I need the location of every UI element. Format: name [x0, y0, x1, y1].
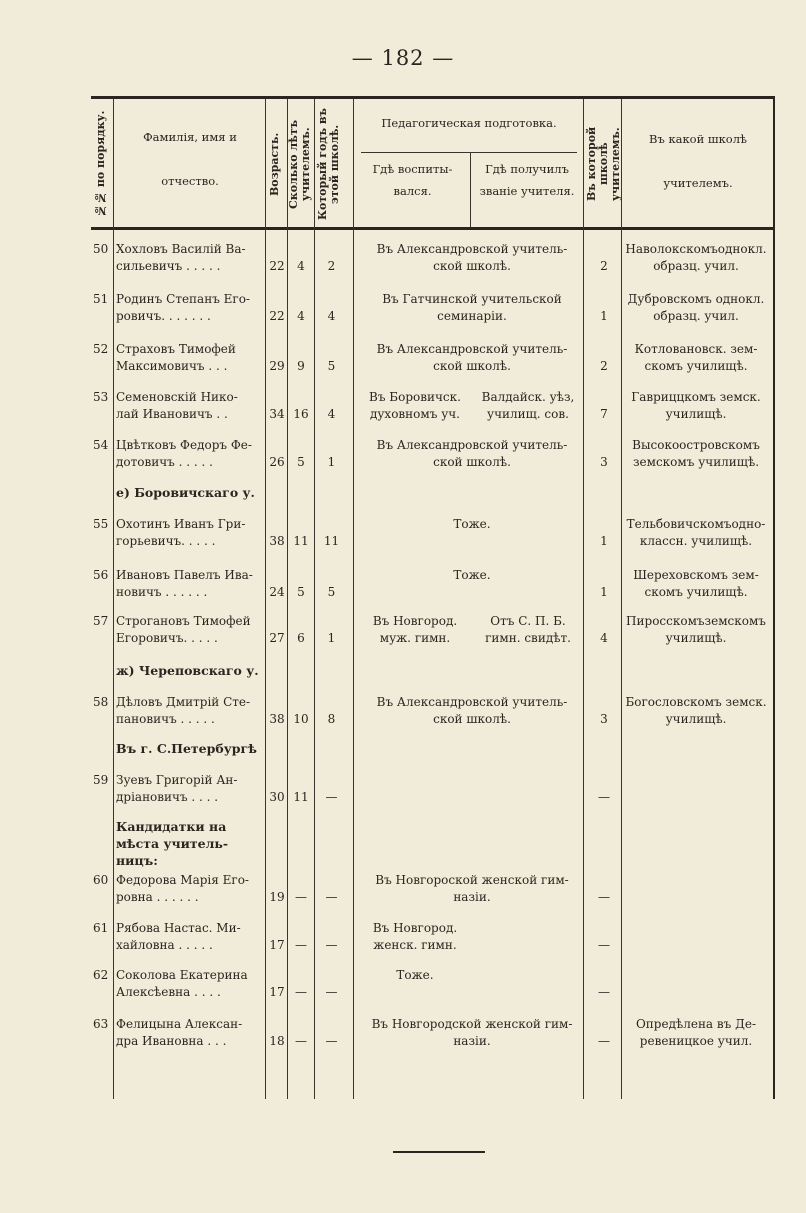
school-number: 1 — [600, 309, 608, 323]
teacher-age: 34 — [269, 407, 285, 421]
year-in-school: 1 — [327, 455, 336, 469]
column-divider — [773, 99, 775, 1099]
teacher-name: Страховъ Тимофей Максимовичъ . . . — [116, 342, 236, 373]
row-number: 50 — [93, 242, 109, 256]
school-number: 1 — [600, 534, 608, 548]
school-number: 3 — [600, 455, 608, 469]
table-header-rule — [91, 227, 775, 230]
section-candidates: Кандидатки на мѣста учитель- ницъ: — [116, 819, 229, 868]
years-teaching: 5 — [297, 455, 305, 469]
school-name: Наволокскомъоднокл. образц. учил. — [625, 242, 767, 273]
year-in-school: — — [325, 985, 338, 999]
teacher-name: Семеновскій Нико- лай Ивановичъ . . — [116, 390, 238, 421]
header-which-school: Въ какой школѣ учителемъ. — [649, 132, 747, 190]
pedagogical-training: Въ Александровской учитель- ской школѣ. — [376, 438, 568, 469]
teacher-age: 18 — [269, 1034, 285, 1048]
teacher-age: 26 — [269, 455, 285, 469]
year-in-school: — — [325, 1034, 338, 1048]
years-teaching: 11 — [293, 790, 309, 804]
school-number: 3 — [600, 712, 608, 726]
row-number: 60 — [93, 873, 109, 887]
teacher-name: Дѣловъ Дмитрій Сте- пановичъ . . . . . — [116, 695, 251, 726]
teacher-age: 38 — [269, 534, 285, 548]
header-age: Возрасть. — [268, 132, 281, 196]
row-number: 51 — [93, 292, 109, 306]
teacher-name: Охотинъ Иванъ Гри- горьевичъ. . . . . — [116, 517, 246, 548]
years-teaching: — — [295, 985, 307, 999]
school-name: Высокоостровскомъ земскомъ училищѣ. — [632, 438, 760, 469]
year-in-school: 5 — [327, 585, 336, 599]
teacher-name: Соколова Екатерина Алексѣевна . . . . — [116, 968, 248, 999]
where-educated: Въ Новгород. женск. гимн. — [372, 921, 458, 952]
year-in-school: 4 — [327, 407, 336, 421]
school-name: Опредѣлена въ Де- ревеницкое учил. — [635, 1017, 757, 1048]
teacher-age: 29 — [269, 359, 285, 373]
teacher-age: 27 — [269, 631, 285, 645]
year-in-school: — — [325, 938, 338, 952]
pedagogical-training: Въ Новгородской женской гим- назіи. — [371, 1017, 573, 1048]
column-divider — [583, 99, 584, 1099]
teacher-name: Цвѣтковъ Федоръ Фе- дотовичъ . . . . . — [116, 438, 252, 469]
pedagogical-training: Въ Александровской учитель- ской школѣ. — [376, 342, 568, 373]
years-teaching: — — [295, 890, 307, 904]
teacher-age: 38 — [269, 712, 285, 726]
row-number: 52 — [93, 342, 109, 356]
school-number: 4 — [600, 631, 608, 645]
header-name: Фамилія, имя и отчество. — [143, 130, 237, 188]
row-number: 62 — [93, 968, 109, 982]
school-number: 1 — [600, 585, 608, 599]
header-where-educated: Гдѣ воспиты- вался. — [372, 162, 453, 198]
pedagogical-training: Въ Новгороской женской гим- назіи. — [375, 873, 569, 904]
where-qualified: Отъ С. П. Б. гимн. свидѣт. — [485, 614, 571, 645]
teacher-name: Хохловъ Василій Ва- сильевичъ . . . . . — [116, 242, 246, 273]
year-in-school: 2 — [327, 259, 336, 273]
school-number: — — [598, 890, 610, 904]
year-in-school: 5 — [327, 359, 336, 373]
row-number: 53 — [93, 390, 109, 404]
school-name: Шереховскомъ зем- скомъ училищѣ. — [633, 568, 759, 599]
school-name: Богословскомъ земск. училищѣ. — [625, 695, 767, 726]
teacher-name: Федорова Марія Его- ровна . . . . . . — [116, 873, 249, 904]
row-number: 57 — [93, 614, 109, 628]
teacher-name: Зуевъ Григорій Ан- дріановичъ . . . . — [116, 773, 238, 804]
row-number: 56 — [93, 568, 109, 582]
school-number: 7 — [600, 407, 608, 421]
pedagogical-training: Въ Александровской учитель- ской школѣ. — [376, 242, 568, 273]
school-number: 2 — [600, 259, 608, 273]
teacher-age: 24 — [269, 585, 285, 599]
where-educated: Въ Новгород. муж. гимн. — [372, 614, 458, 645]
column-divider — [353, 99, 354, 1099]
page-number: — 182 — — [351, 46, 455, 70]
school-name: Тельбовичскомъодно- классн. училищѣ. — [626, 517, 766, 548]
header-subdivider — [361, 152, 577, 153]
pedagogical-training: Тоже. — [453, 517, 491, 531]
school-number: — — [598, 938, 610, 952]
school-number: 2 — [600, 359, 608, 373]
teacher-name: Рябова Настас. Ми- хайловна . . . . . — [116, 921, 241, 952]
row-number: 55 — [93, 517, 109, 531]
row-number: 63 — [93, 1017, 109, 1031]
year-in-school: 4 — [327, 309, 336, 323]
year-in-school: — — [325, 790, 338, 804]
years-teaching: 5 — [297, 585, 305, 599]
school-name: Гавриццкомъ земск. училищѣ. — [631, 390, 761, 421]
teacher-age: 22 — [269, 309, 285, 323]
years-teaching: 4 — [297, 259, 305, 273]
year-in-school: — — [325, 890, 338, 904]
teacher-age: 17 — [269, 938, 285, 952]
header-pedagogical: Педагогическая подготовка. — [381, 116, 557, 130]
years-teaching: 11 — [293, 534, 309, 548]
header-number: №№ по порядку. — [94, 110, 107, 218]
school-number: — — [598, 985, 610, 999]
pedagogical-training: Въ Гатчинской учительской семинаріи. — [382, 292, 562, 323]
teacher-name: Фелицына Алексан- дра Ивановна . . . — [116, 1017, 243, 1048]
where-qualified: Валдайск. уѣз, училищ. сов. — [481, 390, 575, 421]
pedagogical-training: Въ Александровской учитель- ской школѣ. — [376, 695, 568, 726]
header-where-qualified: Гдѣ получилъ званіе учителя. — [479, 162, 575, 198]
years-teaching: 16 — [293, 407, 309, 421]
years-teaching: 6 — [297, 631, 305, 645]
school-name: Котловановск. зем- скомъ училищѣ. — [634, 342, 758, 373]
teacher-age: 30 — [269, 790, 285, 804]
teacher-name: Родинъ Степанъ Его- ровичъ. . . . . . . — [116, 292, 250, 323]
teacher-name: Строгановъ Тимофей Егоровичъ. . . . . — [116, 614, 251, 645]
years-teaching: — — [295, 938, 307, 952]
school-number: — — [598, 790, 610, 804]
teacher-age: 19 — [269, 890, 285, 904]
footer-rule — [393, 1151, 485, 1153]
school-number: — — [598, 1034, 610, 1048]
section-cherepovets: ж) Череповскаго у. — [116, 663, 259, 678]
school-name: Дубровскомъ однокл. образц. учил. — [627, 292, 765, 323]
section-petersburg: Въ г. С.Петербургѣ — [116, 741, 257, 756]
teacher-age: 22 — [269, 259, 285, 273]
years-teaching: — — [295, 1034, 307, 1048]
years-teaching: 4 — [297, 309, 305, 323]
header-years: Сколько лѣтъ учителемъ. — [287, 119, 312, 209]
row-number: 54 — [93, 438, 109, 452]
header-year: Который годъ въ этой школѣ. — [316, 108, 341, 220]
section-borovichi: е) Боровичскаго у. — [116, 485, 255, 500]
row-number: 58 — [93, 695, 109, 709]
teacher-age: 17 — [269, 985, 285, 999]
year-in-school: 11 — [323, 534, 340, 548]
years-teaching: 9 — [297, 359, 305, 373]
header-school-number: Въ которой школѣ учителемъ. — [585, 126, 622, 202]
where-educated: Тоже. — [396, 968, 434, 982]
row-number: 59 — [93, 773, 109, 787]
teacher-name: Ивановъ Павелъ Ива- новичъ . . . . . . — [116, 568, 253, 599]
years-teaching: 10 — [293, 712, 309, 726]
year-in-school: 8 — [327, 712, 336, 726]
year-in-school: 1 — [327, 631, 336, 645]
row-number: 61 — [93, 921, 109, 935]
pedagogical-training: Тоже. — [453, 568, 491, 582]
table-top-rule — [91, 96, 775, 99]
where-educated: Въ Боровичск. духовномъ уч. — [369, 390, 461, 421]
school-name: Пиросскомъземскомъ училищѣ. — [626, 614, 766, 645]
teachers-table — [91, 96, 775, 1100]
